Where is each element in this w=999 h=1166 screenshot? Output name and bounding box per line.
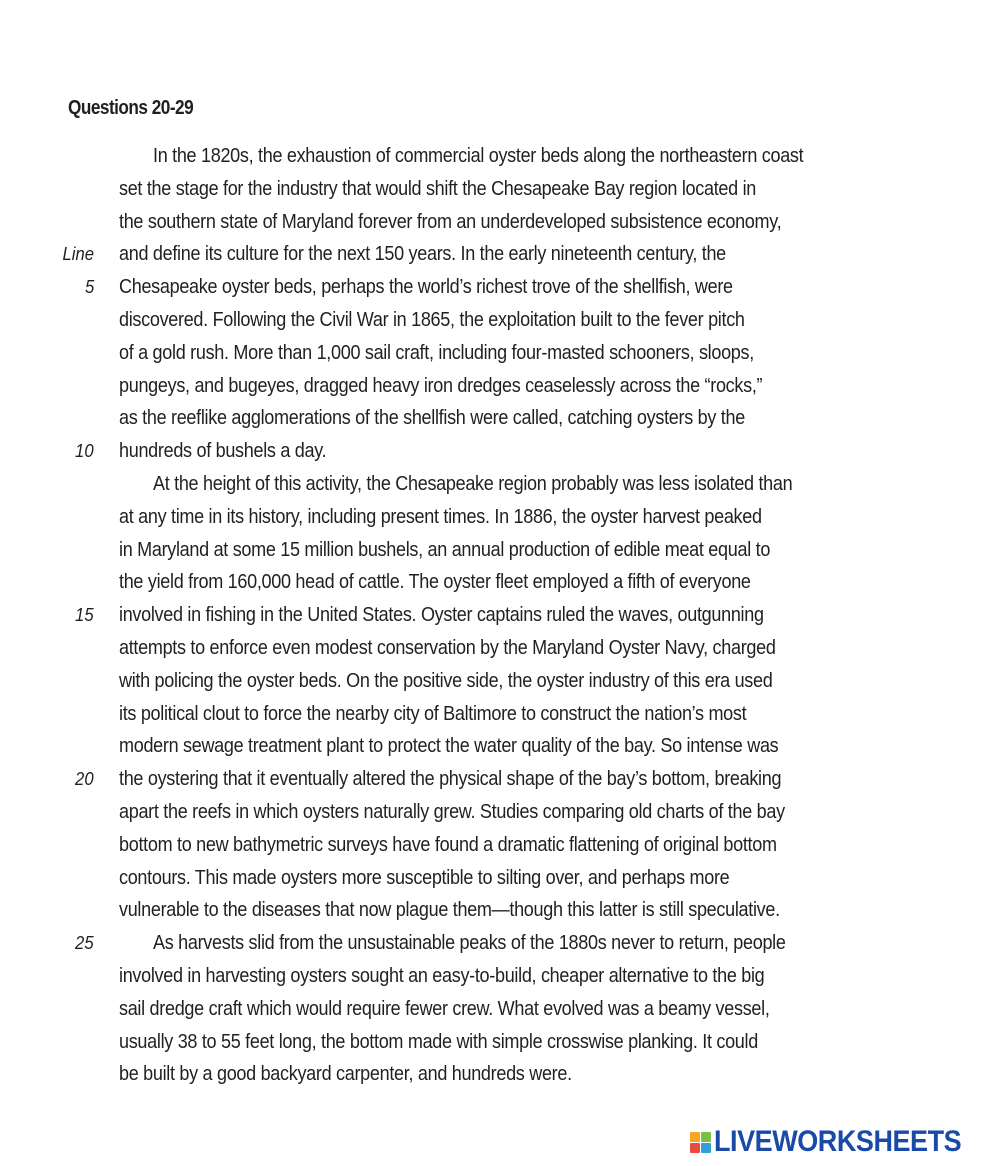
- liveworksheets-brand: [690, 1124, 989, 1160]
- liveworksheets-logo-icon: [690, 1132, 711, 1153]
- line-text: involved in harvesting oysters sought an easy-to-build, cheaper alternative to the big: [119, 963, 765, 987]
- reading-passage: [0, 140, 999, 1091]
- logo-square-v: [690, 1143, 700, 1153]
- line-text: as the reeflike agglomerations of the shellfish were called, catching oysters by the: [119, 406, 745, 430]
- passage-line: [0, 566, 999, 599]
- questions-heading: Questions 20-29: [68, 97, 194, 119]
- line-text: hundreds of bushels a day.: [119, 439, 327, 463]
- line-text: usually 38 to 55 feet long, the bottom made with simple crosswise planking. It could: [119, 1029, 758, 1053]
- passage-line: [0, 534, 999, 567]
- line-text: discovered. Following the Civil War in 1865, the exploitation built to the fever pitch: [119, 307, 745, 331]
- passage-line: [0, 632, 999, 665]
- line-text: Chesapeake oyster beds, perhaps the world’s richest trove of the shellfish, were: [119, 275, 733, 299]
- passage-line: [0, 206, 999, 239]
- line-text: be built by a good backyard carpenter, and hundreds were.: [119, 1062, 572, 1086]
- line-number: Line: [62, 243, 94, 265]
- line-text: At the height of this activity, the Chesapeake region probably was less isolated than: [153, 471, 793, 495]
- passage-line: [0, 173, 999, 206]
- brand-name: LIVEWORKSHEETS: [714, 1125, 962, 1158]
- passage-line: [0, 435, 999, 468]
- line-text: with policing the oyster beds. On the positive side, the oyster industry of this era used: [119, 668, 773, 692]
- logo-square-i: [701, 1132, 711, 1142]
- line-text: pungeys, and bugeyes, dragged heavy iron dredges ceaselessly across the “rocks,”: [119, 373, 763, 397]
- line-text: its political clout to force the nearby city of Baltimore to construct the nation’s most: [119, 701, 747, 725]
- passage-line: [0, 862, 999, 895]
- line-number: 25: [75, 932, 94, 954]
- line-text: at any time in its history, including present times. In 1886, the oyster harvest peaked: [119, 504, 762, 528]
- line-text: involved in fishing in the United States. Oyster captains ruled the waves, outgunning: [119, 603, 764, 627]
- passage-line: [0, 238, 999, 271]
- line-text: the yield from 160,000 head of cattle. The oyster fleet employed a fifth of everyone: [119, 570, 751, 594]
- passage-line: [0, 337, 999, 370]
- passage-line: [0, 1058, 999, 1091]
- passage-line: [0, 501, 999, 534]
- passage-line: [0, 271, 999, 304]
- line-text: modern sewage treatment plant to protect the water quality of the bay. So intense was: [119, 734, 779, 758]
- passage-line: [0, 993, 999, 1026]
- line-text: sail dredge craft which would require fewer crew. What evolved was a beamy vessel,: [119, 996, 770, 1020]
- line-text: and define its culture for the next 150 years. In the early nineteenth century, the: [119, 242, 726, 266]
- line-text: bottom to new bathymetric surveys have found a dramatic flattening of original bottom: [119, 832, 777, 856]
- line-text: attempts to enforce even modest conservation by the Maryland Oyster Navy, charged: [119, 635, 776, 659]
- passage-line: [0, 304, 999, 337]
- line-text: of a gold rush. More than 1,000 sail craft, including four-masted schooners, sloops,: [119, 340, 754, 364]
- passage-line: [0, 1026, 999, 1059]
- passage-line: [0, 730, 999, 763]
- logo-square-e: [701, 1143, 711, 1153]
- passage-line: [0, 140, 999, 173]
- line-number: 15: [75, 604, 94, 626]
- passage-line: [0, 468, 999, 501]
- passage-line: [0, 698, 999, 731]
- passage-line: [0, 402, 999, 435]
- passage-line: [0, 894, 999, 927]
- passage-line: [0, 960, 999, 993]
- passage-line: [0, 829, 999, 862]
- logo-square-l: [690, 1132, 700, 1142]
- line-text: In the 1820s, the exhaustion of commercial oyster beds along the northeastern coast: [153, 144, 804, 167]
- line-text: set the stage for the industry that would shift the Chesapeake Bay region located in: [119, 176, 757, 200]
- line-text: apart the reefs in which oysters naturally grew. Studies comparing old charts of the bay: [119, 799, 785, 823]
- line-text: contours. This made oysters more susceptible to silting over, and perhaps more: [119, 865, 730, 889]
- passage-line: [0, 370, 999, 403]
- passage-line: [0, 796, 999, 829]
- line-text: the southern state of Maryland forever from an underdeveloped subsistence economy,: [119, 209, 782, 233]
- line-text: As harvests slid from the unsustainable peaks of the 1880s never to return, people: [153, 931, 786, 955]
- passage-line: [0, 599, 999, 632]
- passage-line: [0, 927, 999, 960]
- line-text: vulnerable to the diseases that now plague them—though this latter is still speculative.: [119, 898, 780, 922]
- line-number: 10: [75, 440, 94, 462]
- line-text: in Maryland at some 15 million bushels, an annual production of edible meat equal to: [119, 537, 771, 561]
- passage-line: [0, 763, 999, 796]
- line-text: the oystering that it eventually altered the physical shape of the bay’s bottom, breaking: [119, 767, 782, 791]
- line-number: 20: [75, 768, 94, 790]
- passage-line: [0, 665, 999, 698]
- line-number: 5: [84, 276, 94, 298]
